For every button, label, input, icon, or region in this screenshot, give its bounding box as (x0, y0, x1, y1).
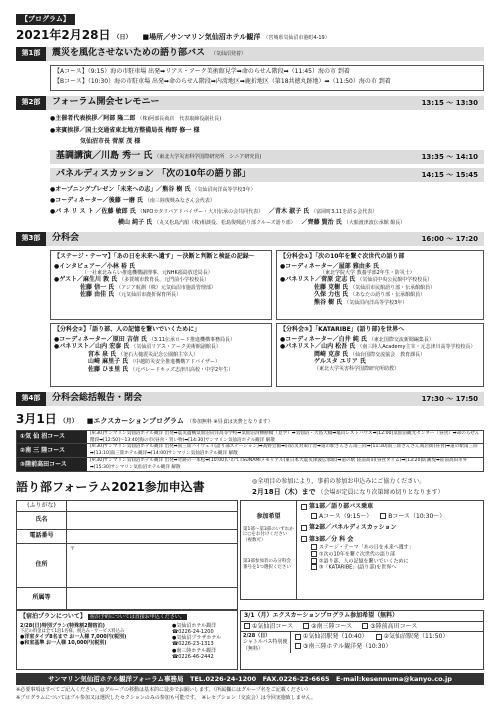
checkbox[interactable] (311, 551, 317, 557)
excursion-option-3[interactable]: ③陸前高田コース (362, 623, 417, 631)
part1-title-note: （気仙沼発着） (211, 50, 247, 57)
excursion-row: ③陸前高田コース [9:30]サンマリン気仙沼ホテル観洋 出発➡奇跡の一本松➡[10:00]いわてTSUNAMIメモリアル(東日本大震災津波伝承館)➡道の駅 陸前高田(昼食タイム)➡[13:20]防潮堤➡陸前高田市外➡[15:30]サンマリン気仙沼ホテル観洋 解散 (16, 458, 484, 472)
personal-info-table (16, 500, 238, 610)
breakout-3-option[interactable]: ③「KATARIBE」(語り部)を世界へ (311, 564, 479, 571)
org-input[interactable] (67, 587, 238, 609)
keynote-time: 13:35 ～ 14:10 (421, 152, 478, 161)
checkbox[interactable] (295, 643, 301, 649)
day2-note: （参加無料 ※昼食は実費となります） (186, 419, 273, 425)
day2-dow: （月） (59, 418, 78, 425)
checkbox[interactable] (244, 623, 250, 629)
program-tag: 【プログラム】 (16, 14, 75, 25)
session-1: 【分科会①】「次の10年を繋ぐ次世代の語り部 ●コーディネーター／屋部 雅由多 氏 （東北学院大学 教養学部2年生・防災士） ●パネリスト／菅原 定志 氏 （気仙沼中央公民館中学校校長） 佐藤 克樹 氏 （気仙沼市民館語り部・伝承館館員） 久保 力也 氏 （あなたの語り部・伝承館館員） 熊谷 樹 氏 （気仙沼向洋高等学校3年） (276, 250, 484, 320)
day1-header (16, 28, 330, 43)
checkbox[interactable] (362, 623, 368, 629)
checkbox[interactable] (295, 634, 301, 640)
part1-courses (50, 65, 484, 91)
hope-note: 第1部～第3部のいずれかに○をお付けください（複数可） (243, 526, 294, 543)
address-label: 住所 (17, 543, 67, 587)
course-b: 【Bコース】（10:30）海の市駐車場 出発➡命のらせん階段➡内湾地区➡鹿折地区（第18共徳丸跡地）➡（11:50）海の市 到着 (54, 77, 391, 85)
stage-option[interactable]: ステージ・テーマ「あの日を未来へ遺す」 (311, 544, 479, 551)
checkbox[interactable] (311, 544, 317, 550)
part4-bar (16, 392, 484, 406)
panel-time: 14:15 ～ 15:45 (421, 170, 478, 179)
part4-time: 17:30 ～ 17:50 (421, 394, 478, 403)
phone-label: 電話番号 (17, 529, 67, 543)
panel-bar (50, 168, 484, 182)
excursion-options: 3/1（月）エクスカーションプログラム参加希望（無料） ①気仙沼コース ②南三陸コース ③陸前高田コース 2/28（日） シャトルバス特別便（無料） ①気仙沼駅発（10:40） ②気仙沼駅発（11:50） ③南三陸ホテル観洋発（10:30） (240, 610, 484, 670)
panel-opening: ●オープニングプレゼン「未来への志」／熊谷 樹 氏 （気仙沼向洋高等学校3年） (50, 186, 256, 193)
course-a: 【Aコース】（9:15）海の市駐車場 出発➡リアス・アーク美術館見学➡命のらせん階段➡（11:45）海の市 到着 (54, 68, 350, 75)
guest-greeting-2: 気仙沼市長 菅原 茂 様 (80, 138, 141, 145)
phone-input[interactable] (67, 529, 238, 543)
excursion-list (16, 430, 484, 472)
breakout-2-option[interactable]: ②語り部、人の記憶を繋いでいくために (311, 558, 479, 565)
shuttle-option-2[interactable]: ②気仙沼駅発（11:50） (376, 633, 449, 641)
course-b-option[interactable]: Bコース（10:30～） (380, 513, 445, 520)
keynote-title: 基調講演／川島 秀一 氏 (56, 151, 153, 162)
form-deadline-line: 2月18日（木）まで （会場が定員になり次第締め切りとなります） (252, 488, 444, 496)
part1-bar (16, 47, 484, 61)
participation-form (240, 500, 484, 600)
part3-bar (16, 232, 484, 246)
shuttle-option-1[interactable]: ①気仙沼駅発（10:40） (295, 633, 368, 641)
day1-dow: （日） (113, 34, 132, 41)
part3-title: 分科会 (52, 233, 80, 244)
checkbox[interactable] (311, 564, 317, 570)
day2-header (16, 412, 273, 427)
name-label: 氏名 (17, 511, 67, 529)
name-input[interactable] (67, 511, 238, 529)
checkbox[interactable] (380, 513, 386, 519)
checkbox[interactable] (301, 504, 307, 510)
furigana-input[interactable] (67, 501, 238, 512)
session-stage: 【ステージ・テーマ】「あの日を未来へ遺す」〜決断と判断と検証の記録〜 ●インタビュアー／小林 裕 氏 （一社東北みらい推進機構副理事、元NHK福島放送局長） ●ゲスト／麻生川 敦 氏 （多賀城市教育長、元門前小学校校長） 佐藤 信一 氏 （アジア航測（株）元気仙沼市施設管理部） 佐藤 由佳 氏 （元気仙沼市鹿折保育所長） (50, 250, 272, 320)
shuttle-option-3[interactable]: ③南三陸ホテル観洋発（10:30） (295, 643, 479, 651)
part3-option[interactable]: 第3部／分 科 会 (301, 536, 479, 544)
day1-venue-address: （宮城県気仙沼市港町4-19） (263, 35, 330, 41)
org-label: 所属等 (17, 587, 67, 609)
session-2: 【分科会②】「語り部、人の記憶を繋いでいくために」 ●コーディネーター／原田 吉信 氏 （3.11伝承ロード推進機構事務局長） ●パネリスト／山内 宏泰 氏 （気仙沼リアス・アーク美術館副館長） 宮本 泉 氏 （釜石大槌震災記念公園館主宰人） 山崎 麻里子 氏 （中越防災安全推進機構アドバイザー） 佐藤 ひま里 氏 （元パレードキッズ志津川高校・中学2年生） (50, 323, 272, 387)
footer-note-1: ※必要事項はすべてご記入ください。◎グループの移動は基本的に徒歩でお願いします。（所属欄にはグループ名をご記載ください） (16, 687, 311, 693)
panelists-row2: 横山 純子 氏 （丸又松島汽船（株)相談役、松島復興語り部クルーズ語り部） ／齊藤 賢治 氏 （大船渡津波伝承館 館長） (118, 219, 406, 226)
panel-title: パネルディスカッション 「次の10年の語り部」 (56, 169, 251, 180)
excursion-option-2[interactable]: ②南三陸コース (303, 623, 352, 631)
checkbox[interactable] (376, 634, 382, 640)
contact-footer: サンマリン気仙沼ホテル観洋フォーラム事務局 TEL.0226-24-1200 FAX.0226-22-6665 E-mail:kesennuma@kanyo.co.jp (16, 673, 484, 685)
breakout-1-option[interactable]: ①次の10年を繋ぐ次世代の語り部 (311, 551, 479, 558)
panelists-row1: ●パ ネ リ ス ト ／佐藤 敏郎 氏 （NPOカタリバアドバイザー・大川伝承の会共同代表） ／青木 淑子 氏 （富岡町3.11を語る会代表） (50, 208, 378, 215)
part2-option[interactable]: 第2部／パネルディスカッション (301, 524, 479, 532)
checkbox[interactable] (301, 536, 307, 542)
part1-bus-option[interactable]: 第1部／語り部バス乗車 (301, 503, 479, 511)
part2-title: フォーラム開会セレモニー (52, 97, 160, 108)
address-input[interactable]: 〒 (67, 543, 238, 587)
excursion-option-1[interactable]: ①気仙沼コース (244, 623, 293, 631)
session-3: 【分科会③】「KATARIBE」(語り部)を世界へ ●コーディネーター／白井 純 氏 （東北国際交流新聞編集長） ●パネリスト／山内 松吾 氏 （南三陸人Academy主宰・元志津川高等学校校長） 岡崎 克彦 氏 （仙台国際交流協会 教育課長） ゲルスタ ユリア 氏 （東北大学災害科学国際研究所助教） (276, 323, 484, 387)
checkbox[interactable] (303, 623, 309, 629)
day2-date: 3月1日 (16, 412, 57, 426)
day1-date: 2021年2月28日 (16, 28, 111, 42)
keynote-note: （東北大学災害科学国際研究所 シニア研究員) (154, 154, 262, 161)
furigana-label: (ふりがな) (17, 501, 67, 512)
panel-coordinator: ●コーディネーター／後藤 一磨 氏 （南三陸復興みなさん会代表） (50, 197, 215, 204)
part2-label: 第2部 (16, 96, 46, 110)
keynote-bar (50, 150, 484, 164)
part4-title: 分科会総括報告・閉会 (52, 393, 143, 404)
course-a-option[interactable]: Aコース（9:15～） (311, 513, 372, 520)
part4-label: 第4部 (16, 392, 46, 406)
part2-bar (16, 96, 484, 110)
part1-label: 第1部 (16, 47, 46, 61)
checkbox[interactable] (311, 558, 317, 564)
checkbox[interactable] (301, 525, 307, 531)
form-heading: 語り部フォーラム2021参加申込書 (16, 480, 205, 494)
footer-note-2: ※プログラムについてはプル参加又は選択したセクションのみの参加も可能です。 ※レセプション（交流会）は今回実施致しません。 (16, 695, 317, 701)
part3-label: 第3部 (16, 232, 46, 246)
part3-time: 16:00 ～ 17:20 (421, 234, 478, 243)
part3-note: 第3部参加者のみ分科会番号を1つ選択ください (243, 559, 291, 570)
hope-label: 参加希望 (256, 513, 281, 520)
hotel-plan-box: 【宿泊プランについて】 宿泊予約については直接お申込ください。 2/28(日)特別プラン(特殊割2階宿泊) 下記の料金は全て1泊1名様、税込み・サービス料込み ●洋室タイプ8名まで お一人様 7,000円(税別) ●和室基準 お一人様 10,000円(税別) ●気仙沼ホテル観洋 ☎0226-24-1200 ●気仙沼プラザホテル ☎0226-23-1313 ●南三陸ホテル観洋 ☎0226-46-2442 (16, 610, 238, 670)
form-notice: ◎全項目の参加により、事前の参加お申込みにご協力ください。 (252, 478, 426, 485)
excursion-row: ①気 仙 沼コース [9:30]サンマリン気仙沼ホテル観洋 出発➡震災遺構気仙沼向洋高等学校➡気仙沼湾横断橋（見学）➡気仙沼・大島大橋➡亀山レストハウス➡[12:00]気仙沼観光センター（昼食）➡命のらせん階段➡[12:50]～13:40]海の市(昼食・買い物)➡[14:30]サンマリン気仙沼ホテル観洋 解散 (16, 430, 484, 444)
host-greeting: ●主催者代表挨拶／阿部 隆二郎 （株)阿部長商店 代表取締役副社長) (50, 115, 222, 122)
part1-title: 震災を風化させないための語り部バス (52, 48, 206, 59)
checkbox[interactable] (311, 513, 317, 519)
part2-time: 13:15 ～ 13:30 (421, 98, 478, 107)
excursion-row: ②南 三 陸コース [9:30]サンマリン気仙沼ホテル観洋 出発➡南三陸ハイウェイ(語り部ステーション)➡高野会館➡旧防災対策庁舎➡道の駅さんさん南三陸➡[11:30]南三陸さんさん商店街(昼食)➡道の駅南三陸➡[13:10]南三陸ホテル観洋➡[14:00]サンマリン気仙沼ホテル観洋 解散 (16, 444, 484, 458)
guest-greeting: ●来賓挨拶／国土交通省東北地方整備局長 梅野 修一 様 (50, 127, 200, 134)
day1-venue: ■場所／サンマリン気仙沼ホテル観洋 (142, 33, 261, 41)
day2-title: ■エクスカーションプログラム (86, 417, 184, 425)
